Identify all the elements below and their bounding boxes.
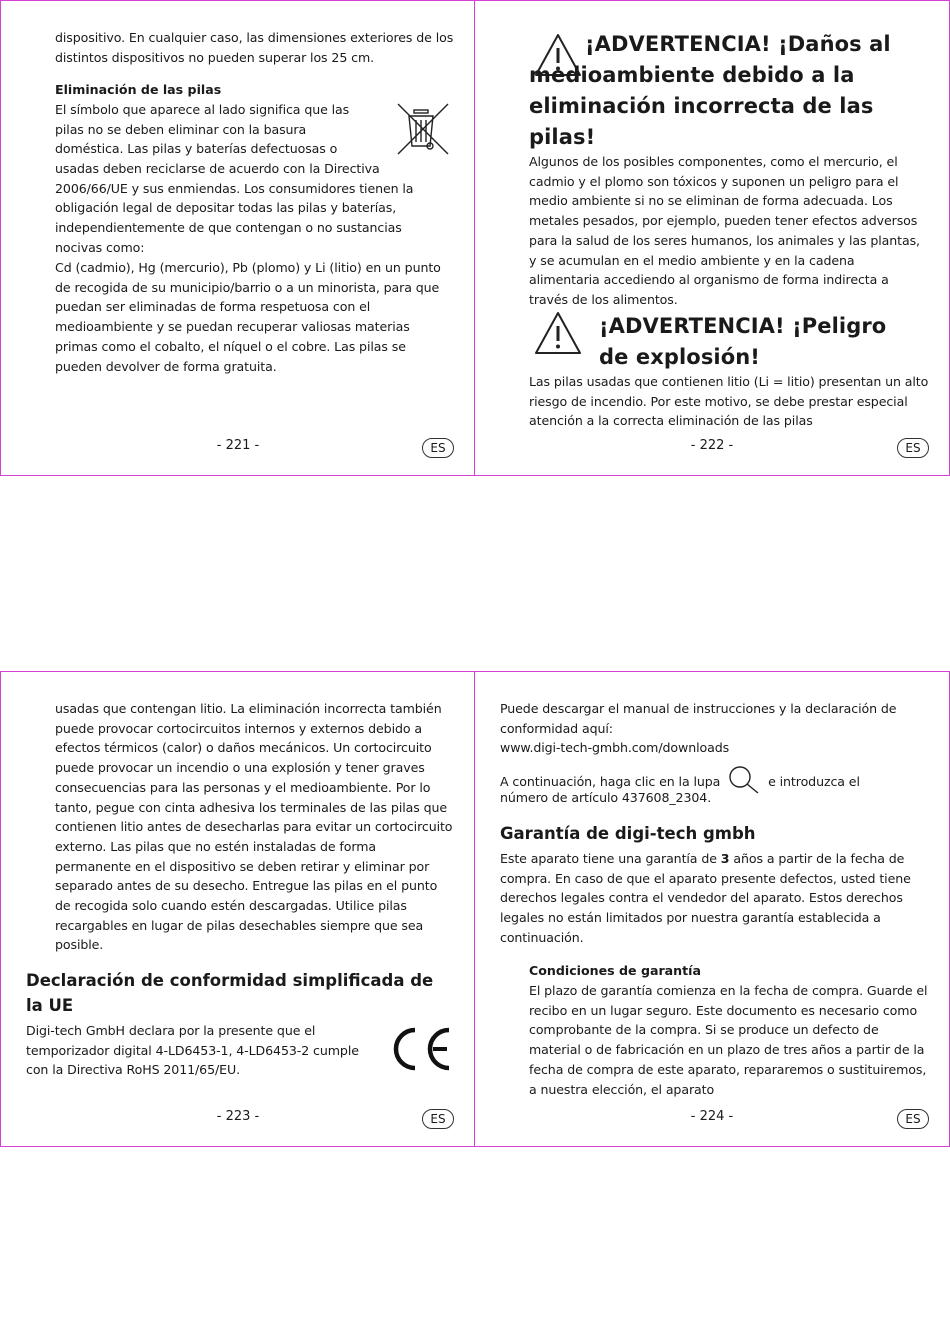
warranty-text <box>500 849 925 948</box>
warranty-text-part: Este aparato tiene una garantía de <box>500 851 717 866</box>
warning-environment-title: ¡ADVERTENCIA! ¡Daños al medioambiente debido a la eliminación incorrecta de las pilas! <box>529 32 891 149</box>
text-line: pilas no se deben eliminar con la basura <box>55 121 307 137</box>
click-text: A continuación, haga clic en la lupa <box>500 774 721 789</box>
crossed-out-bin-icon <box>394 100 452 158</box>
lithium-disposal-paragraph: usadas que contengan litio. La eliminación incorrecta también puede provocar cortocircuitos internos y externos debido a efectos térmicos (calor) o daños mecánicos. Un cortocircuito puede provocar un incendio o una explosión y tener graves consecuencias para las personas y el medioambiente. Por lo tanto, pegue con cinta adhesiva los terminales de las pilas que contienen litio antes de desecharlas para evitar un cortocircuito externo. Las pilas que no estén instaladas de forma permanente en el dispositivo se deben retirar y eliminar por separado antes de su desecho. Entregue las pilas en el punto de recogida solo cuando estén descargadas. Utilice pilas recargables en lugar de pilas desechables siempre que sea posible. <box>55 701 453 953</box>
warning-environment-text: Algunos de los posibles componentes, como el mercurio, el cadmio y el plomo son tóxicos y suponen un peligro para el medio ambiente si no se eliminan de forma adecuada. Los metales pesados, por ejemplo, pueden tener efectos adversos para la salud de los seres humanos, los animales y las plantas, y se acumulan en el medio ambiente y en la cadena alimentaria accediendo al organismo de forma indirecta a través de los alimentos. <box>529 154 920 307</box>
page-223 <box>0 671 476 1147</box>
recycle-paragraph: usadas deben reciclarse de acuerdo con la Directiva 2006/66/UE y sus enmiendas. Los consumidores tienen la obligación legal de depositar todas las pilas y baterías, independientemente de que contengan o no sustancias nocivas como: <box>55 161 414 255</box>
language-badge: ES <box>897 1109 929 1129</box>
page-224 <box>474 671 950 1147</box>
eu-conformity-text: Digi-tech GmbH declara por la presente que el temporizador digital 4-LD6453-1, 4-LD6453-2 cumple con la Directiva RoHS 2011/65/EU. <box>26 1023 359 1078</box>
manual-download-text: Puede descargar el manual de instrucciones y la declaración de conformidad aquí: <box>500 701 897 736</box>
warranty-text-part: años a partir de la fecha de compra. En caso de que el aparato presente defectos, usted tiene derechos legales contra el vendedor del aparato. Estos derechos legales no están limitados por nuestra garantía establecida a continuación. <box>500 851 911 945</box>
page-221 <box>0 0 476 476</box>
page-222 <box>474 0 950 476</box>
warning-explosion-title: ¡ADVERTENCIA! ¡Peligro de explosión! <box>599 314 887 369</box>
ce-mark-icon <box>389 1026 453 1072</box>
warning-icon <box>533 310 583 356</box>
language-badge: ES <box>422 438 454 458</box>
warranty-years: 3 <box>720 851 730 866</box>
intro-paragraph: dispositivo. En cualquier caso, las dimensiones exteriores de los distintos dispositivos no pueden superar los 25 cm. <box>55 30 454 65</box>
text-line: El símbolo que aparece al lado significa que las <box>55 102 350 117</box>
batteries-disposal-heading: Eliminación de las pilas <box>55 82 222 97</box>
warranty-conditions-heading: Condiciones de garantía <box>529 963 701 978</box>
page-number: - 224 - <box>690 1109 734 1124</box>
eu-conformity-heading: Declaración de conformidad simplificada de la UE <box>26 971 434 1015</box>
collection-paragraph: Cd (cadmio), Hg (mercurio), Pb (plomo) y Li (litio) en un punto de recogida de su municipio/barrio o a un minorista, para que puedan ser eliminadas de forma respetuosa con el medioambiente y se puedan recuperar valiosas materias primas como el cobalto, el níquel o el cobre. Las pilas se pueden devolver de forma gratuita. <box>55 260 441 374</box>
warranty-conditions-text: El plazo de garantía comienza en la fecha de compra. Guarde el recibo en un lugar seguro. Este documento es necesario como comprobante de la compra. Si se produce un defecto de material o de fabricación en un plazo de tres años a partir de la fecha de compra de este aparato, repararemos o sustituiremos, a nuestra elección, el aparato <box>529 983 928 1097</box>
page-number: - 223 - <box>216 1109 260 1124</box>
battery-symbol-text <box>55 100 395 159</box>
article-number-text: número de artículo 437608_2304. <box>500 790 712 805</box>
warning-explosion-text: Las pilas usadas que contienen litio (Li = litio) presentan un alto riesgo de incendio. Por este motivo, se debe prestar especial atención a la correcta eliminación de las pilas <box>529 374 929 429</box>
warranty-heading: Garantía de digi-tech gmbh <box>500 824 756 843</box>
page-number: - 222 - <box>690 438 734 453</box>
language-badge: ES <box>422 1109 454 1129</box>
language-badge: ES <box>897 438 929 458</box>
download-url[interactable]: www.digi-tech-gmbh.com/downloads <box>500 740 730 755</box>
text-line: doméstica. Las pilas y baterías defectuosas o <box>55 141 338 157</box>
page-number: - 221 - <box>216 438 260 453</box>
click-text: e introduzca el <box>768 774 860 789</box>
